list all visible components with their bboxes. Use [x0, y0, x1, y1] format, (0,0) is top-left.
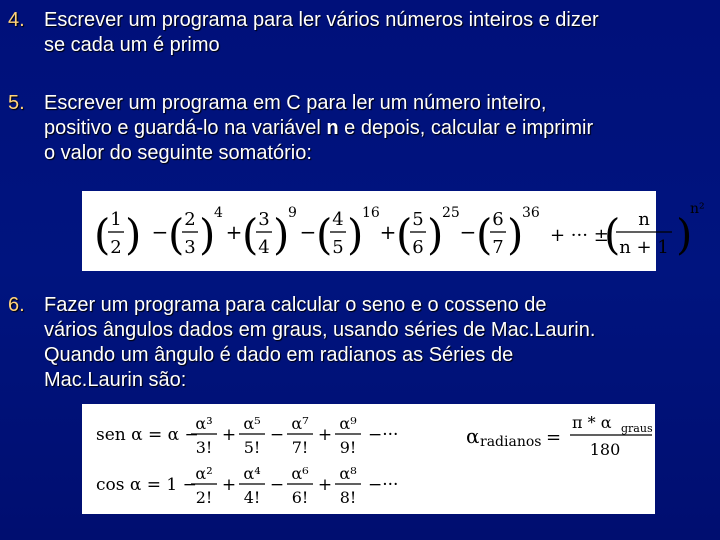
- numerator: α⁹: [339, 414, 357, 433]
- exponent: 16: [362, 205, 380, 221]
- denominator: 180: [589, 440, 621, 459]
- numerator: α³: [195, 414, 213, 433]
- denominator: 8!: [339, 488, 357, 507]
- operator: −: [459, 220, 477, 244]
- paren-open: (: [168, 210, 185, 259]
- paren-close: ): [507, 210, 524, 259]
- numerator: 3: [258, 209, 270, 230]
- text-line: o valor do seguinte somatório:: [44, 142, 312, 164]
- series-formulas: [82, 404, 655, 514]
- operator: +: [221, 425, 237, 445]
- item-text: [44, 293, 714, 393]
- paren-open: (: [396, 210, 413, 259]
- item-number: 5.: [8, 92, 25, 114]
- numerator: 4: [332, 209, 344, 230]
- text-span: positivo e guardá-lo na variável: [44, 117, 327, 139]
- text-line: Mac.Laurin são:: [44, 369, 187, 391]
- exponent: 36: [522, 205, 540, 221]
- summation-formula: [82, 191, 705, 271]
- numerator: α⁶: [291, 464, 309, 483]
- paren-close: ): [427, 210, 444, 259]
- denominator: 9!: [339, 438, 357, 457]
- text-line: se cada um é primo: [44, 34, 220, 56]
- item-number: 6.: [8, 294, 25, 316]
- operator: −: [151, 220, 169, 244]
- paren-close: ): [347, 210, 364, 259]
- paren-open: (: [94, 210, 111, 259]
- denominator: 7: [492, 237, 504, 258]
- text-line: Escrever um programa para ler vários números inteiros e dizer: [44, 9, 599, 31]
- exponent: 9: [288, 205, 297, 221]
- text-line: [44, 116, 714, 141]
- denominator: 3!: [195, 438, 213, 457]
- item-text: [44, 91, 714, 166]
- operator: +: [379, 220, 397, 244]
- numerator: 6: [492, 209, 504, 230]
- text-line: Fazer um programa para calcular o seno e o cosseno de: [44, 294, 547, 316]
- operator: +: [317, 475, 333, 495]
- numerator: α⁵: [243, 414, 261, 433]
- series-label: cos α = 1 −: [96, 475, 197, 495]
- paren-close: ): [273, 210, 290, 259]
- ellipsis: + ··· ±: [550, 225, 609, 246]
- series-label: sen α = α −: [96, 425, 199, 445]
- numerator: π * α: [572, 413, 612, 432]
- numerator: α⁸: [339, 464, 357, 483]
- text-line: Escrever um programa em C para ler um número inteiro,: [44, 92, 547, 114]
- exponent: 25: [442, 205, 460, 221]
- series-svg: [82, 404, 655, 514]
- operator: −: [269, 475, 285, 495]
- item-number: 4.: [8, 9, 25, 31]
- numerator: 2: [184, 209, 196, 230]
- denominator: 4!: [243, 488, 261, 507]
- equals: =: [546, 427, 562, 448]
- paren-open: (: [316, 210, 333, 259]
- denominator: 5!: [243, 438, 261, 457]
- item-text: [44, 8, 714, 58]
- numerator: 1: [110, 209, 122, 230]
- operator: −: [299, 220, 317, 244]
- text-line: vários ângulos dados em graus, usando séries de Mac.Laurin.: [44, 319, 596, 341]
- paren-open: (: [604, 210, 621, 259]
- denominator: 3: [184, 237, 196, 258]
- numerator: α²: [195, 464, 213, 483]
- numerator: 5: [412, 209, 424, 230]
- denominator: 2: [110, 237, 122, 258]
- variable-n: n: [326, 117, 339, 139]
- denominator: 7!: [291, 438, 309, 457]
- numerator: n: [638, 209, 650, 230]
- operator: +: [317, 425, 333, 445]
- denominator: 4: [258, 237, 270, 258]
- denominator: 6: [412, 237, 424, 258]
- denominator: 6!: [291, 488, 309, 507]
- text-span: e depois, calcular e imprimir: [338, 117, 594, 139]
- alpha-subscript: radianos: [480, 434, 542, 450]
- ellipsis: −···: [368, 475, 399, 495]
- exponent: n²: [690, 201, 705, 217]
- paren-open: (: [242, 210, 259, 259]
- operator: −: [269, 425, 285, 445]
- paren-close: ): [125, 210, 142, 259]
- text-line: Quando um ângulo é dado em radianos as Séries de: [44, 344, 514, 366]
- operator: +: [225, 220, 243, 244]
- denominator: 2!: [195, 488, 213, 507]
- denominator: n + 1: [619, 237, 669, 258]
- exponent: 4: [214, 205, 223, 221]
- operator: +: [221, 475, 237, 495]
- denominator: 5: [332, 237, 344, 258]
- numerator: α⁷: [291, 414, 309, 433]
- summation-svg: [82, 191, 705, 271]
- ellipsis: −···: [368, 425, 399, 445]
- paren-close: ): [676, 210, 693, 259]
- paren-open: (: [476, 210, 493, 259]
- numerator-subscript: graus: [621, 422, 653, 435]
- alpha-symbol: α: [466, 424, 480, 448]
- paren-close: ): [199, 210, 216, 259]
- numerator: α⁴: [243, 464, 261, 483]
